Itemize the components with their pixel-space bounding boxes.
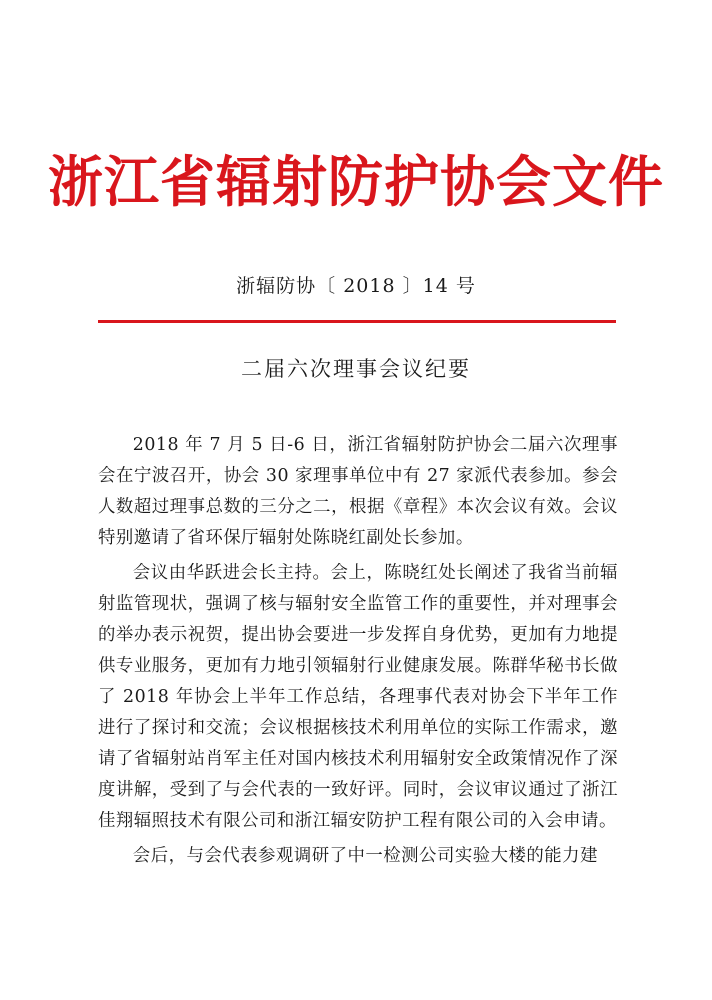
document-header-title: 浙江省辐射防护协会文件: [47, 150, 664, 214]
document-title: 二届六次理事会议纪要: [241, 357, 471, 381]
body-paragraph: 会后，与会代表参观调研了中一检测公司实验大楼的能力建: [132, 846, 598, 866]
document-body: [98, 430, 618, 876]
body-paragraph: 会议由华跃进会长主持。会上，陈晓红处长阐述了我省当前辐射监管现状，强调了核与辐射安全监管工作的重要性，并对理事会的举办表示祝贺，提出协会要进一步发挥自身优势，更加有力地提供专业服务，更加有力地引领辐射行业健康发展。陈群华秘书长做了 2018 年协会上半年工作总结，各理事代表对协会下半年工作进行了探讨和交流；会议根据核技术利用单位的实际工作需求，邀请了省辐射站肖军主任对国内核技术利用辐射安全政策情况作了深度讲解，受到了与会代表的一致好评。同时，会议审议通过了浙江佳翔辐照技术有限公司和浙江辐安防护工程有限公司的入会申请。: [98, 563, 618, 831]
red-divider-line: [98, 320, 616, 323]
document-number: 浙辐防协〔 2018 〕14 号: [236, 275, 476, 297]
body-paragraph: 2018 年 7 月 5 日-6 日，浙江省辐射防护协会二届六次理事会在宁波召开，协会 30 家理事单位中有 27 家派代表参加。参会人数超过理事总数的三分之二，根据《章程》本次会议有效。会议特别邀请了省环保厅辐射处陈晓红副处长参加。: [98, 435, 618, 548]
